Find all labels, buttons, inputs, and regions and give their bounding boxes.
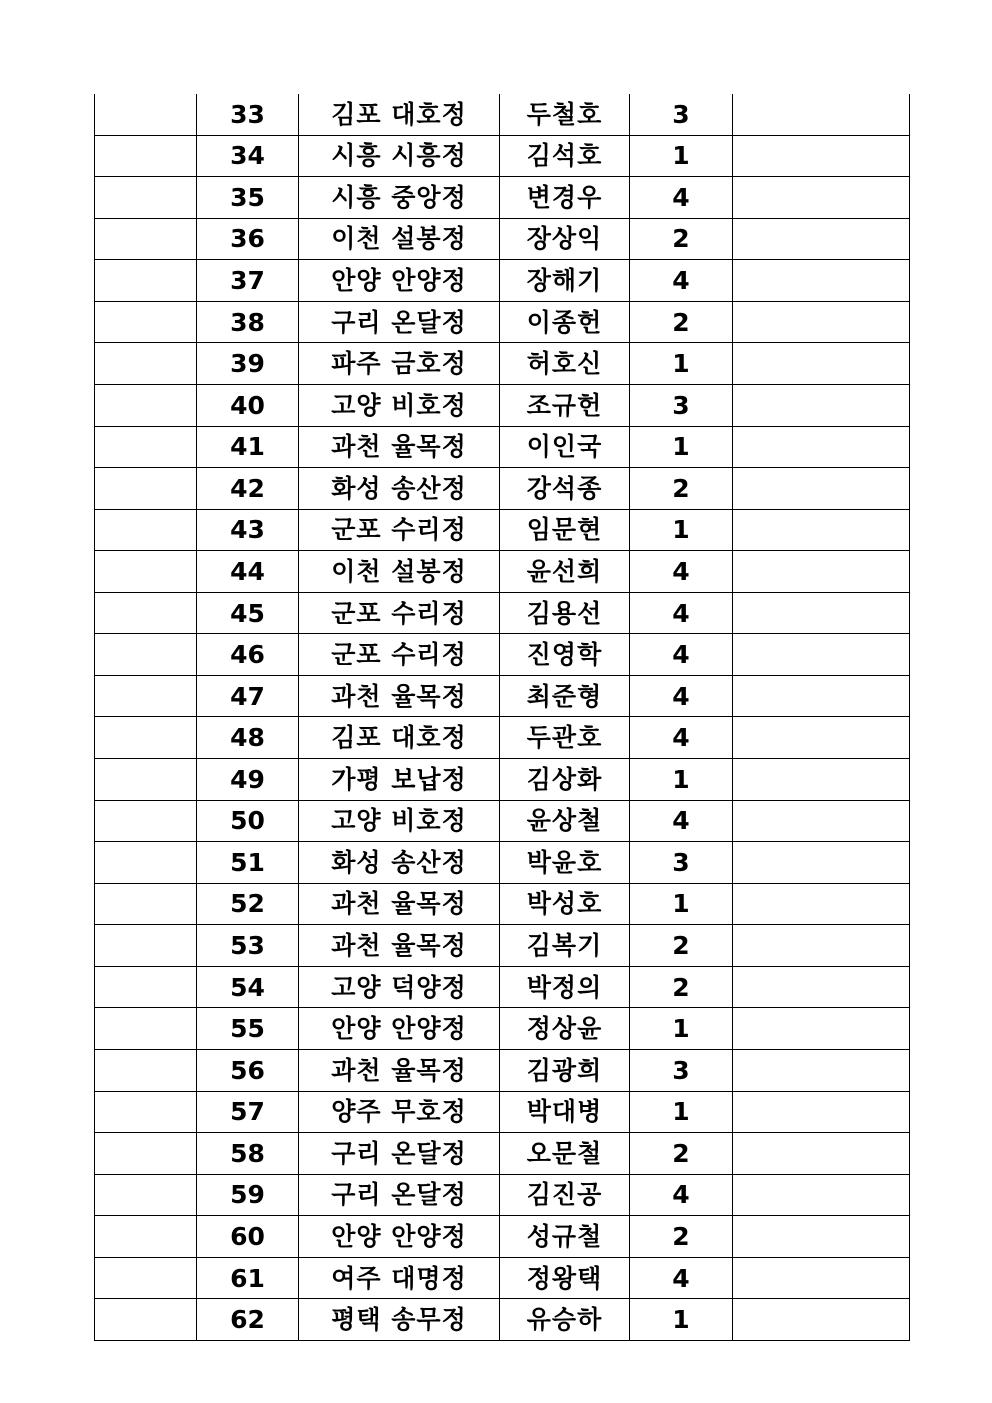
grade-cell: 3 (630, 1049, 733, 1091)
row-number-cell: 42 (197, 468, 299, 510)
leading-blank-cell (95, 842, 197, 884)
table-row (95, 1299, 910, 1341)
note-cell (733, 218, 910, 260)
grade-cell: 1 (630, 1299, 733, 1341)
grade-cell: 4 (630, 592, 733, 634)
table-row (95, 883, 910, 925)
club-name-cell: 군포 수리정 (299, 509, 500, 551)
table-row (95, 1216, 910, 1258)
note-cell (733, 717, 910, 759)
note-cell (733, 1299, 910, 1341)
leading-blank-cell (95, 135, 197, 177)
leading-blank-cell (95, 218, 197, 260)
table-row (95, 343, 910, 385)
club-name-cell: 파주 금호정 (299, 343, 500, 385)
note-cell (733, 426, 910, 468)
club-name-cell: 과천 율목정 (299, 1049, 500, 1091)
member-name-cell: 김진공 (500, 1174, 630, 1216)
grade-cell: 3 (630, 94, 733, 135)
leading-blank-cell (95, 634, 197, 676)
club-name-cell: 구리 온달정 (299, 1133, 500, 1175)
table-row (95, 1133, 910, 1175)
grade-cell: 1 (630, 883, 733, 925)
leading-blank-cell (95, 509, 197, 551)
member-name-cell: 정상윤 (500, 1008, 630, 1050)
note-cell (733, 800, 910, 842)
row-number-cell: 47 (197, 675, 299, 717)
club-name-cell: 과천 율목정 (299, 426, 500, 468)
grade-cell: 2 (630, 468, 733, 510)
leading-blank-cell (95, 1133, 197, 1175)
leading-blank-cell (95, 1091, 197, 1133)
leading-blank-cell (95, 384, 197, 426)
note-cell (733, 1257, 910, 1299)
note-cell (733, 1216, 910, 1258)
member-name-cell: 두철호 (500, 94, 630, 135)
leading-blank-cell (95, 94, 197, 135)
row-number-cell: 33 (197, 94, 299, 135)
club-name-cell: 안양 안양정 (299, 1008, 500, 1050)
row-number-cell: 46 (197, 634, 299, 676)
leading-blank-cell (95, 925, 197, 967)
note-cell (733, 1008, 910, 1050)
leading-blank-cell (95, 1049, 197, 1091)
row-number-cell: 44 (197, 551, 299, 593)
club-name-cell: 안양 안양정 (299, 260, 500, 302)
club-name-cell: 고양 덕양정 (299, 966, 500, 1008)
table-row (95, 468, 910, 510)
club-name-cell: 화성 송산정 (299, 468, 500, 510)
grade-cell: 1 (630, 509, 733, 551)
club-name-cell: 안양 안양정 (299, 1216, 500, 1258)
grade-cell: 4 (630, 551, 733, 593)
note-cell (733, 675, 910, 717)
club-name-cell: 가평 보납정 (299, 759, 500, 801)
club-name-cell: 시흥 중앙정 (299, 177, 500, 219)
table-row (95, 800, 910, 842)
member-name-cell: 조규헌 (500, 384, 630, 426)
leading-blank-cell (95, 1174, 197, 1216)
note-cell (733, 260, 910, 302)
club-name-cell: 고양 비호정 (299, 384, 500, 426)
member-name-cell: 김복기 (500, 925, 630, 967)
club-name-cell: 양주 무호정 (299, 1091, 500, 1133)
note-cell (733, 177, 910, 219)
grade-cell: 1 (630, 1091, 733, 1133)
note-cell (733, 301, 910, 343)
row-number-cell: 53 (197, 925, 299, 967)
member-name-cell: 성규철 (500, 1216, 630, 1258)
row-number-cell: 36 (197, 218, 299, 260)
club-name-cell: 여주 대명정 (299, 1257, 500, 1299)
leading-blank-cell (95, 1216, 197, 1258)
row-number-cell: 43 (197, 509, 299, 551)
club-name-cell: 이천 설봉정 (299, 551, 500, 593)
row-number-cell: 45 (197, 592, 299, 634)
grade-cell: 4 (630, 260, 733, 302)
grade-cell: 4 (630, 800, 733, 842)
club-name-cell: 이천 설봉정 (299, 218, 500, 260)
grade-cell: 4 (630, 177, 733, 219)
grade-cell: 1 (630, 759, 733, 801)
row-number-cell: 39 (197, 343, 299, 385)
member-name-cell: 강석종 (500, 468, 630, 510)
leading-blank-cell (95, 1257, 197, 1299)
row-number-cell: 62 (197, 1299, 299, 1341)
club-name-cell: 김포 대호정 (299, 94, 500, 135)
member-name-cell: 최준형 (500, 675, 630, 717)
member-name-cell: 박성호 (500, 883, 630, 925)
grade-cell: 2 (630, 301, 733, 343)
grade-cell: 2 (630, 966, 733, 1008)
leading-blank-cell (95, 883, 197, 925)
leading-blank-cell (95, 551, 197, 593)
note-cell (733, 966, 910, 1008)
grade-cell: 4 (630, 634, 733, 676)
member-name-cell: 박정의 (500, 966, 630, 1008)
note-cell (733, 592, 910, 634)
member-name-cell: 김광희 (500, 1049, 630, 1091)
leading-blank-cell (95, 468, 197, 510)
table-row (95, 842, 910, 884)
row-number-cell: 58 (197, 1133, 299, 1175)
grade-cell: 4 (630, 675, 733, 717)
leading-blank-cell (95, 675, 197, 717)
club-name-cell: 고양 비호정 (299, 800, 500, 842)
table-row (95, 260, 910, 302)
row-number-cell: 57 (197, 1091, 299, 1133)
leading-blank-cell (95, 1299, 197, 1341)
row-number-cell: 54 (197, 966, 299, 1008)
leading-blank-cell (95, 1008, 197, 1050)
note-cell (733, 384, 910, 426)
note-cell (733, 842, 910, 884)
club-name-cell: 구리 온달정 (299, 301, 500, 343)
leading-blank-cell (95, 301, 197, 343)
table-row (95, 301, 910, 343)
note-cell (733, 135, 910, 177)
note-cell (733, 509, 910, 551)
grade-cell: 2 (630, 1216, 733, 1258)
member-name-cell: 김용선 (500, 592, 630, 634)
member-name-cell: 두관호 (500, 717, 630, 759)
table-row (95, 634, 910, 676)
row-number-cell: 40 (197, 384, 299, 426)
row-number-cell: 35 (197, 177, 299, 219)
table-row (95, 1008, 910, 1050)
note-cell (733, 1049, 910, 1091)
leading-blank-cell (95, 717, 197, 759)
grade-cell: 1 (630, 1008, 733, 1050)
note-cell (733, 925, 910, 967)
row-number-cell: 56 (197, 1049, 299, 1091)
club-name-cell: 군포 수리정 (299, 634, 500, 676)
grade-cell: 3 (630, 384, 733, 426)
row-number-cell: 51 (197, 842, 299, 884)
member-name-cell: 장해기 (500, 260, 630, 302)
table-row (95, 592, 910, 634)
row-number-cell: 50 (197, 800, 299, 842)
member-name-cell: 오문철 (500, 1133, 630, 1175)
member-name-cell: 박윤호 (500, 842, 630, 884)
roster-table-body (95, 94, 910, 1340)
leading-blank-cell (95, 177, 197, 219)
table-row (95, 94, 910, 135)
club-name-cell: 화성 송산정 (299, 842, 500, 884)
leading-blank-cell (95, 759, 197, 801)
row-number-cell: 61 (197, 1257, 299, 1299)
table-row (95, 966, 910, 1008)
club-name-cell: 과천 율목정 (299, 675, 500, 717)
table-row (95, 717, 910, 759)
row-number-cell: 52 (197, 883, 299, 925)
row-number-cell: 41 (197, 426, 299, 468)
member-name-cell: 진영학 (500, 634, 630, 676)
member-name-cell: 박대병 (500, 1091, 630, 1133)
grade-cell: 1 (630, 343, 733, 385)
table-row (95, 551, 910, 593)
table-row (95, 675, 910, 717)
leading-blank-cell (95, 800, 197, 842)
table-row (95, 1049, 910, 1091)
row-number-cell: 48 (197, 717, 299, 759)
leading-blank-cell (95, 343, 197, 385)
grade-cell: 4 (630, 1257, 733, 1299)
table-row (95, 1174, 910, 1216)
leading-blank-cell (95, 592, 197, 634)
note-cell (733, 343, 910, 385)
club-name-cell: 과천 율목정 (299, 925, 500, 967)
note-cell (733, 1091, 910, 1133)
note-cell (733, 883, 910, 925)
note-cell (733, 1133, 910, 1175)
table-row (95, 177, 910, 219)
table-row (95, 1257, 910, 1299)
member-name-cell: 허호신 (500, 343, 630, 385)
club-name-cell: 김포 대호정 (299, 717, 500, 759)
table-row (95, 509, 910, 551)
note-cell (733, 634, 910, 676)
grade-cell: 1 (630, 135, 733, 177)
member-name-cell: 변경우 (500, 177, 630, 219)
note-cell (733, 551, 910, 593)
club-name-cell: 과천 율목정 (299, 883, 500, 925)
grade-cell: 2 (630, 218, 733, 260)
grade-cell: 1 (630, 426, 733, 468)
member-name-cell: 이종헌 (500, 301, 630, 343)
member-name-cell: 윤상철 (500, 800, 630, 842)
member-name-cell: 장상익 (500, 218, 630, 260)
note-cell (733, 1174, 910, 1216)
member-name-cell: 유승하 (500, 1299, 630, 1341)
leading-blank-cell (95, 426, 197, 468)
row-number-cell: 55 (197, 1008, 299, 1050)
note-cell (733, 94, 910, 135)
grade-cell: 2 (630, 1133, 733, 1175)
member-name-cell: 윤선희 (500, 551, 630, 593)
club-name-cell: 구리 온달정 (299, 1174, 500, 1216)
table-row (95, 925, 910, 967)
club-name-cell: 시흥 시흥정 (299, 135, 500, 177)
row-number-cell: 59 (197, 1174, 299, 1216)
member-name-cell: 정왕택 (500, 1257, 630, 1299)
note-cell (733, 468, 910, 510)
table-row (95, 218, 910, 260)
table-row (95, 384, 910, 426)
row-number-cell: 34 (197, 135, 299, 177)
member-name-cell: 김상화 (500, 759, 630, 801)
club-name-cell: 군포 수리정 (299, 592, 500, 634)
table-row (95, 426, 910, 468)
member-name-cell: 임문현 (500, 509, 630, 551)
row-number-cell: 38 (197, 301, 299, 343)
row-number-cell: 60 (197, 1216, 299, 1258)
grade-cell: 4 (630, 1174, 733, 1216)
member-name-cell: 김석호 (500, 135, 630, 177)
grade-cell: 2 (630, 925, 733, 967)
table-row (95, 1091, 910, 1133)
table-row (95, 759, 910, 801)
leading-blank-cell (95, 260, 197, 302)
row-number-cell: 49 (197, 759, 299, 801)
table-row (95, 135, 910, 177)
grade-cell: 4 (630, 717, 733, 759)
club-name-cell: 평택 송무정 (299, 1299, 500, 1341)
row-number-cell: 37 (197, 260, 299, 302)
leading-blank-cell (95, 966, 197, 1008)
grade-cell: 3 (630, 842, 733, 884)
note-cell (733, 759, 910, 801)
roster-table (94, 94, 910, 1341)
member-name-cell: 이인국 (500, 426, 630, 468)
